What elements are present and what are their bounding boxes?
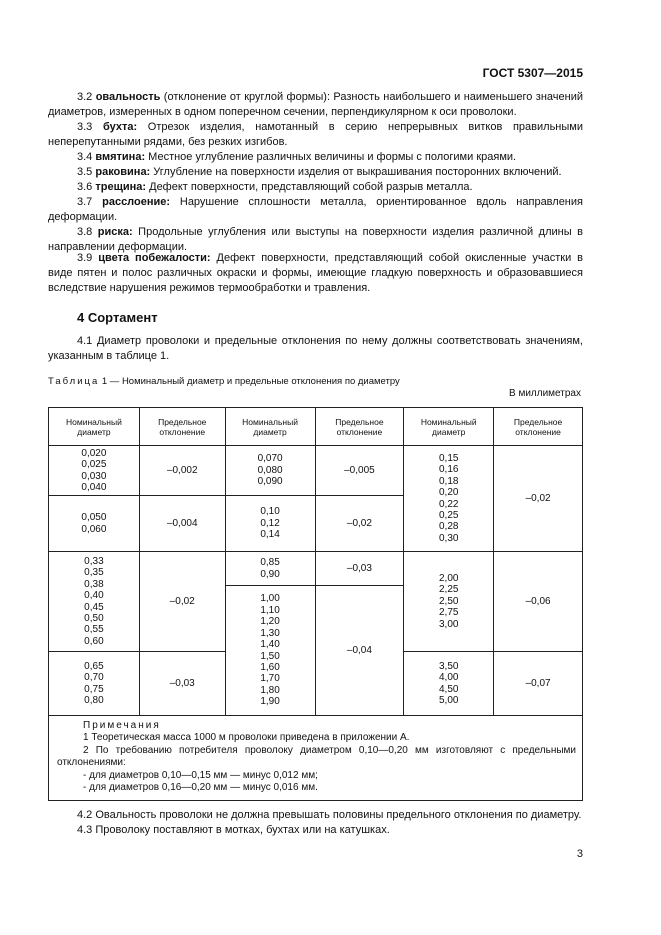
deviation-cell: –0,002	[139, 446, 225, 496]
clause-number: 3.7	[77, 196, 93, 208]
caption-label: Таблица	[48, 376, 100, 387]
note-2-line-1: 2 По требованию потребителя проволоку диаметром 0,10—0,20 мм изготовляют с предельными	[83, 744, 576, 756]
table-row	[49, 446, 583, 496]
definition-text: (отклонение от круглой формы): Разность наибольшего и наименьшего значений диаметров, измеренных в одном поперечном сечении, перпендикулярном к оси проволоки.	[48, 91, 583, 118]
table-units: В миллиметрах	[509, 388, 581, 399]
header-deviation-3: Предельное отклонение	[494, 408, 583, 446]
definition-3-2	[48, 90, 583, 120]
deviation-cell: –0,02	[139, 552, 225, 652]
nominal-cell: 0,020 0,025 0,030 0,040	[49, 446, 140, 496]
clause-number: 3.3	[77, 121, 93, 133]
term: овальность	[95, 91, 161, 103]
definition-3-6	[48, 180, 583, 195]
term: расслоение:	[102, 196, 171, 208]
header-nominal-2: Номинальный диаметр	[225, 408, 315, 446]
page-number: 3	[576, 848, 583, 860]
header-deviation-2: Предельное отклонение	[315, 408, 404, 446]
deviation-cell: –0,005	[315, 446, 404, 496]
deviation-cell: –0,07	[494, 652, 583, 716]
nominal-cell: 0,10 0,12 0,14	[225, 496, 315, 552]
paragraph-4-1: 4.1 Диаметр проволоки и предельные отклонения по нему должны соответствовать значениям, указанным в таблице 1.	[48, 335, 583, 362]
note-2-line-2: отклонениями:	[57, 757, 126, 769]
nominal-cell: 0,15 0,16 0,18 0,20 0,22 0,25 0,28 0,30	[404, 446, 494, 552]
term: бухта:	[102, 121, 138, 133]
clause-number: 3.5	[77, 166, 93, 178]
definition-3-5	[48, 165, 583, 180]
table-header-row	[49, 408, 583, 446]
clause-number: 3.9	[77, 252, 93, 264]
table-notes-row	[49, 716, 583, 801]
definition-text: Углубление на поверхности изделия от выкрашивания посторонних включений.	[150, 166, 562, 178]
paragraph-4-3: 4.3 Проволоку поставляют в мотках, бухтах или на катушках.	[77, 824, 390, 836]
header-nominal-3: Номинальный диаметр	[404, 408, 494, 446]
clause-number: 3.4	[77, 151, 93, 163]
term: цвета побежалости:	[98, 252, 211, 264]
definition-text: Дефект поверхности, представляющий собой окисленные участки в виде пятен и полос различных окраски и формы, имеющие гладкую поверхность и образовавшиеся вследствие нарушения режимов термообработки и травления.	[48, 252, 583, 294]
deviation-cell: –0,03	[139, 652, 225, 716]
deviation-cell: –0,004	[139, 496, 225, 552]
nominal-cell: 2,00 2,25 2,50 2,75 3,00	[404, 552, 494, 652]
term: раковина:	[95, 166, 151, 178]
deviation-cell: –0,02	[494, 446, 583, 552]
deviation-cell: –0,02	[315, 496, 404, 552]
definition-text: Отрезок изделия, намотанный в серию непрерывных витков правильными неперепутанными рядами, без резких изгибов.	[48, 121, 583, 148]
term: вмятина:	[95, 151, 146, 163]
definition-3-3	[48, 120, 583, 150]
document-header: ГОСТ 5307—2015	[482, 66, 583, 80]
table-1	[48, 407, 583, 801]
nominal-cell: 0,85 0,90	[225, 552, 315, 586]
note-1: 1 Теоретическая масса 1000 м проволоки приведена в приложении А.	[83, 732, 410, 744]
nominal-cell: 0,65 0,70 0,75 0,80	[49, 652, 140, 716]
nominal-cell: 0,33 0,35 0,38 0,40 0,45 0,50 0,55 0,60	[49, 552, 140, 652]
nominal-cell: 0,070 0,080 0,090	[225, 446, 315, 496]
term: трещина:	[95, 181, 147, 193]
nominal-cell: 3,50 4,00 4,50 5,00	[404, 652, 494, 716]
note-2-item-1: - для диаметров 0,10—0,15 мм — минус 0,012 мм;	[83, 769, 318, 781]
table-row	[49, 552, 583, 586]
table-caption	[48, 376, 400, 387]
header-deviation-1: Предельное отклонение	[139, 408, 225, 446]
clause-number: 3.2	[77, 91, 93, 103]
definition-3-9	[48, 251, 583, 296]
section-4-heading: 4 Сортамент	[77, 310, 158, 325]
definition-text: Местное углубление различных величины и формы с пологими краями.	[145, 151, 517, 163]
definition-3-4	[48, 150, 583, 165]
definition-text: Дефект поверхности, представляющий собой разрыв металла.	[146, 181, 473, 193]
clause-number: 3.6	[77, 181, 93, 193]
table-notes	[49, 716, 583, 801]
deviation-cell: –0,03	[315, 552, 404, 586]
definition-3-7	[48, 195, 583, 225]
deviation-cell: –0,06	[494, 552, 583, 652]
notes-title: Примечания	[83, 720, 161, 731]
deviation-cell: –0,04	[315, 586, 404, 716]
header-nominal-1: Номинальный диаметр	[49, 408, 140, 446]
caption-text: 1 — Номинальный диаметр и предельные отклонения по диаметру	[99, 376, 400, 387]
paragraph-4-2: 4.2 Овальность проволоки не должна превышать половины предельного отклонения по диаметру.	[77, 809, 582, 821]
nominal-cell: 1,00 1,10 1,20 1,30 1,40 1,50 1,60 1,70 1,80 1,90	[225, 586, 315, 716]
definition-text: Продольные углубления или выступы на поверхности изделия различной длины в направлении деформации.	[48, 226, 583, 253]
nominal-cell: 0,050 0,060	[49, 496, 140, 552]
definition-text: Нарушение сплошности металла, ориентированное вдоль направления деформации.	[48, 196, 583, 223]
term: риска:	[97, 226, 133, 238]
note-2-item-2: - для диаметров 0,16—0,20 мм — минус 0,016 мм.	[83, 782, 318, 794]
clause-number: 3.8	[77, 226, 93, 238]
